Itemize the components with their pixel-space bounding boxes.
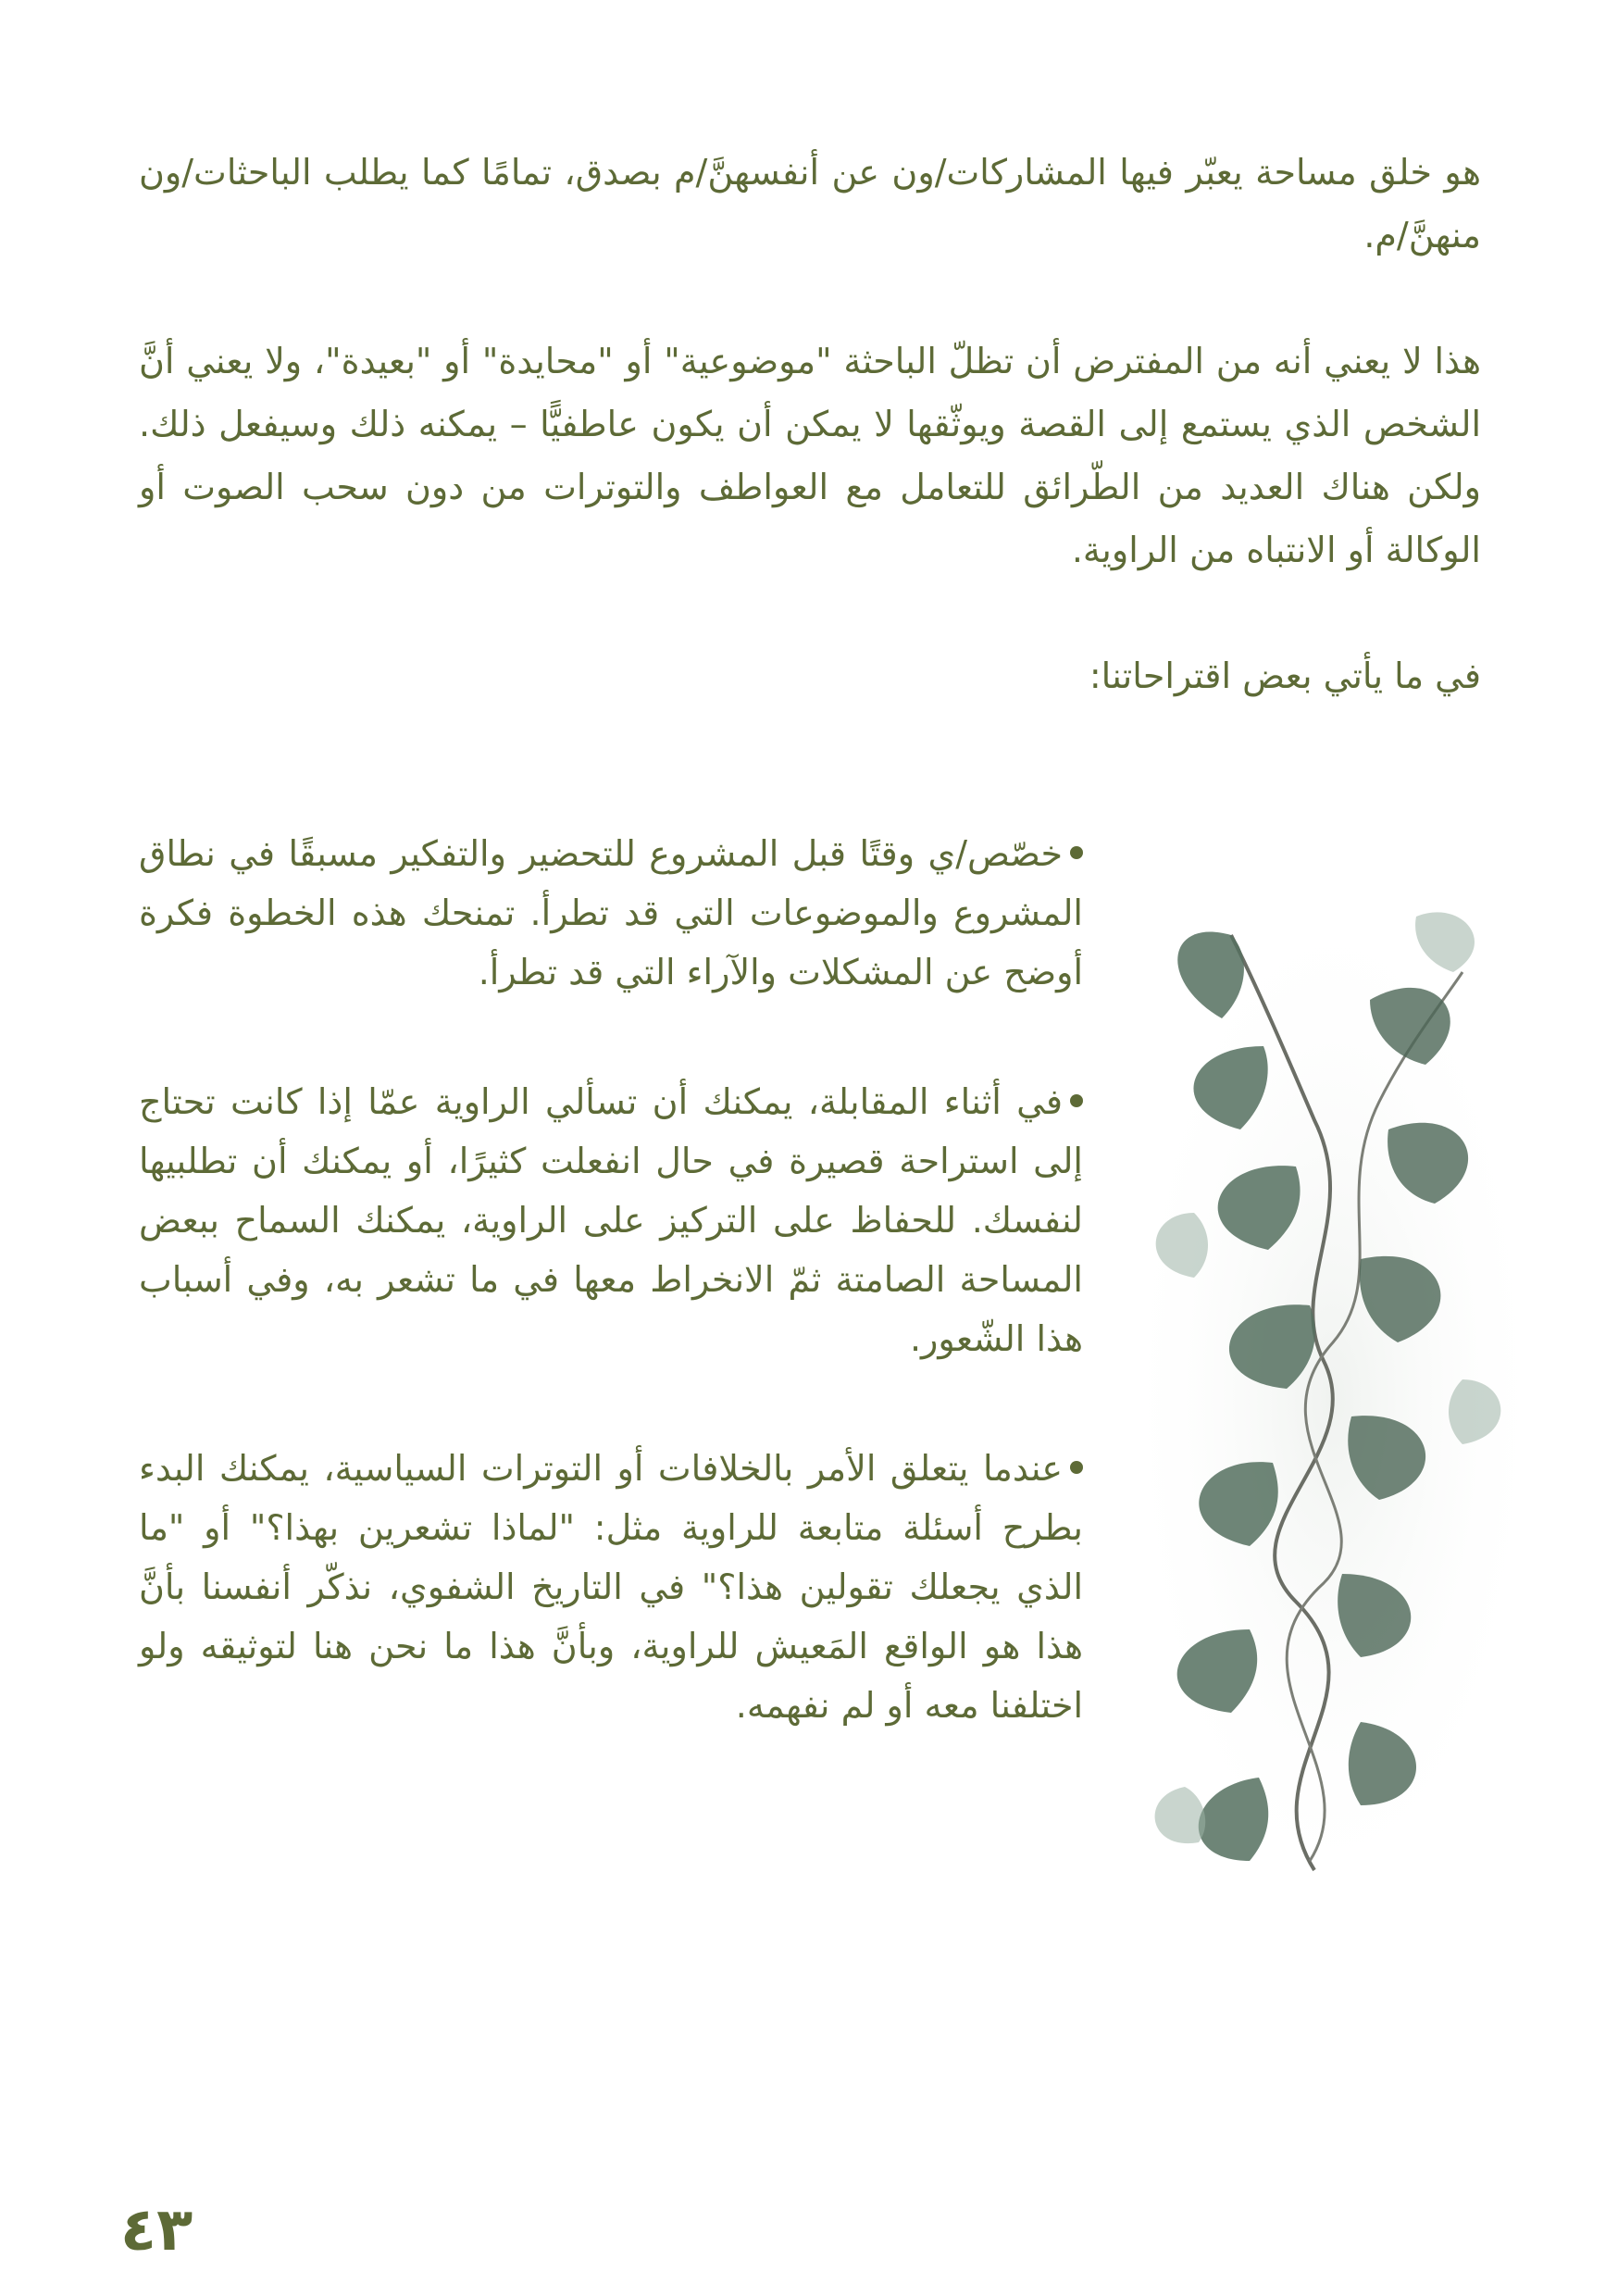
intro-paragraph-2: هذا لا يعني أنه من المفترض أن تظلّ الباحثة "موضوعية" أو "محايدة" أو "بعيدة"، ولا يعني أنَّ الشخص الذي يستمع إلى القصة ويوثّقها لا يمكن أن يكون عاطفيًّا – يمكنه ذلك وسيفعل ذلك. ولكن هناك العديد من الطّرائق للتعامل مع العواطف والتوترات من دون سحب الصوت أو الوكالة أو الانتباه من الراوية.	[139, 341, 1481, 570]
intro-text	[139, 141, 1481, 707]
suggestion-item	[139, 1439, 1083, 1735]
suggestion-text: خصّص/ي وقتًا قبل المشروع للتحضير والتفكير مسبقًا في نطاق المشروع والموضوعات التي قد تطرأ. تمنحك هذه الخطوة فكرة أوضح عن المشكلات والآراء التي قد تطرأ.	[139, 833, 1083, 992]
page-number: ٤٣	[120, 2196, 193, 2265]
suggestion-item	[139, 1072, 1083, 1368]
suggestions-heading: في ما يأتي بعض اقتراحاتنا:	[1089, 655, 1481, 696]
intro-paragraph-1: هو خلق مساحة يعبّر فيها المشاركات/ون عن أنفسهنَّ/م بصدق، تمامًا كما يطلب الباحثات/ون منهنَّ/م.	[139, 152, 1481, 256]
leaf-branch-illustration	[1111, 861, 1555, 1935]
bullet-icon	[1070, 1461, 1083, 1474]
suggestions-list	[139, 824, 1083, 1735]
suggestion-item	[139, 824, 1083, 1002]
suggestion-text: في أثناء المقابلة، يمكنك أن تسألي الراوية عمّا إذا كانت تحتاج إلى استراحة قصيرة في حال انفعلت كثيرًا، أو يمكنك أن تطلبيها لنفسك. للحفاظ على التركيز على الراوية، يمكنك السماح ببعض المساحة الصامتة ثمّ الانخراط معها في ما تشعر به، وفي أسباب هذا الشّعور.	[139, 1081, 1083, 1359]
bullet-icon	[1070, 1094, 1083, 1107]
bullet-icon	[1070, 846, 1083, 859]
suggestion-text: عندما يتعلق الأمر بالخلافات أو التوترات السياسية، يمكنك البدء بطرح أسئلة متابعة للراوية مثل: "لماذا تشعرين بهذا؟" أو "ما الذي يجعلك تقولين هذا؟" في التاريخ الشفوي، نذكّر أنفسنا بأنَّ هذا هو الواقع المَعيش للراوية، وبأنَّ هذا ما نحن هنا لتوثيقه ولو اختلفنا معه أو لم نفهمه.	[139, 1448, 1083, 1726]
